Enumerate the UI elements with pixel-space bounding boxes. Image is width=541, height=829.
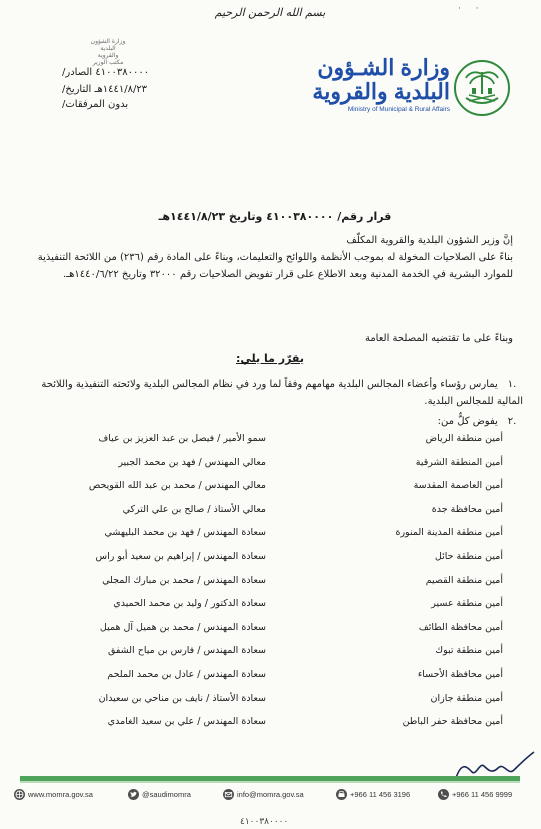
delegate-row [58, 551, 503, 569]
delegate-office: أمين منطقة الرياض [425, 433, 503, 444]
stamp-line: وزارة الشؤون البلدية [90, 38, 126, 52]
ministry-logo-icon [452, 58, 512, 118]
footer-band-light [20, 781, 520, 783]
ministry-name-ar [300, 56, 450, 104]
phone-text: +966 11 456 9999 [452, 790, 513, 799]
attachments [62, 98, 202, 111]
delegate-person: معالي المهندس / محمد بن عبد الله القويحص [88, 480, 266, 492]
delegate-row [58, 645, 503, 663]
delegate-row [58, 622, 503, 640]
delegate-row [58, 527, 503, 545]
fax-text: +966 11 456 3196 [350, 790, 411, 799]
issued-number [62, 66, 202, 79]
delegate-person: سعادة الدكتور / وليد بن محمد الحميدي [113, 598, 266, 610]
footer-fax[interactable] [336, 789, 410, 800]
delegate-office: أمين محافظة الأحساء [417, 669, 503, 680]
resolves-heading: يقرّر ما يلي: [236, 352, 304, 365]
delegate-row [58, 669, 503, 687]
delegate-row [58, 504, 503, 522]
delegate-row [58, 575, 503, 593]
date-value: ١٤٤١/٨/٢٣هـ [94, 84, 148, 95]
item-1 [18, 376, 523, 410]
delegate-person: معالي الأستاذ / صالح بن علي التركي [122, 503, 266, 515]
delegate-row [58, 433, 503, 451]
date-label: التاريخ/ [62, 84, 92, 95]
delegate-person: سعادة المهندس / عادل بن محمد الملحم [107, 669, 266, 680]
item-2-text: يفوض كلٌّ من: [437, 416, 498, 427]
delegate-row [58, 716, 503, 734]
delegate-person: سعادة المهندس / محمد بن هميل آل هميل [99, 621, 266, 633]
delegate-office: أمين المنطقة الشرقية [415, 456, 503, 468]
delegate-person: سعادة الأستاذ / نايف بن مناحي بن سعيدان [98, 692, 266, 704]
delegate-office: أمين منطقة المدينة المنورة [395, 527, 503, 539]
delegate-person: سعادة المهندس / علي بن سعيد الغامدي [107, 716, 266, 728]
delegate-office: أمين محافظة الطائف [418, 621, 503, 633]
issued-value: ٤١٠٠٣٨٠٠٠٠ [95, 67, 150, 78]
attachments-label: المرفقات/ [62, 99, 105, 110]
website-text: www.momra.gov.sa [28, 790, 93, 799]
item-2-number: .٢ [507, 416, 517, 427]
ministry-name-en: Ministry of Municipal & Rural Affairs [347, 106, 450, 113]
twitter-icon [128, 789, 139, 800]
item-1-text: يمارس رؤساء وأعضاء المجالس البلدية مهامهم وفقاً لما ورد في نظام المجالس البلدية ولائحته التنفيذية واللائحة المالية للمجالس البلدية. [41, 379, 523, 407]
issue-date [62, 83, 202, 96]
attachments-value: بدون [107, 99, 129, 110]
delegate-person: سعادة المهندس / فارس بن مياح الشفق [107, 645, 266, 657]
fax-icon [336, 789, 347, 800]
stamp-line: والقروية [97, 52, 119, 59]
footer-email[interactable] [223, 789, 304, 800]
delegate-person: سعادة المهندس / إبراهيم بن سعيد أبو راس [95, 551, 266, 562]
delegate-office: أمين محافظة جدة [431, 503, 503, 515]
delegate-row [58, 598, 503, 616]
delegate-row [58, 457, 503, 475]
delegate-office: أمين العاصمة المقدسة [413, 480, 503, 492]
item-2 [18, 413, 523, 430]
corner-dots: · · [458, 4, 485, 14]
footer-contacts [0, 787, 541, 807]
footer-website[interactable] [14, 789, 93, 800]
ministry-name-line1: وزارة الشـؤون [317, 55, 450, 80]
delegate-office: أمين منطقة جازان [430, 692, 503, 704]
office-stamp [84, 38, 132, 66]
issued-label: الصادر/ [62, 67, 93, 78]
basmala: بسم الله الرحمن الرحيم [214, 6, 326, 19]
mail-icon [223, 789, 234, 800]
globe-icon [14, 789, 25, 800]
preamble: بناءً على الصلاحيات المخولة له بموجب الأنظمة واللوائح والتعليمات، وبناءً على المادة رقم (٢٣٦) من اللائحة التنفيذية للموارد البشرية في الخدمة المدنية وبعد الاطلاع على قرار تفويض الصلاحيات رقم ٣٢٠٠٠ وتاريخ ١٤٤٠/٦/٢٢هـ. [37, 252, 513, 280]
delegate-office: أمين منطقة القصيم [425, 574, 503, 586]
stamp-line: مكتب الوزير [92, 59, 124, 66]
bottom-cut-text: ٤١٠٠٣٨٠٠٠٠ [240, 817, 289, 827]
delegate-office: أمين منطقة حائل [434, 551, 503, 562]
email-text: info@momra.gov.sa [237, 790, 304, 799]
public-interest-line: وبناءً على ما تقتضيه المصلحة العامة [364, 333, 513, 344]
item-1-number: .١ [507, 379, 517, 390]
footer-phone[interactable] [438, 789, 512, 800]
decision-title: قرار رقم/ ٤١٠٠٣٨٠٠٠٠ وتاريخ ١٤٤١/٨/٢٣هـ [158, 210, 392, 223]
intro-line: إنَّ وزير الشؤون البلدية والقروية المكلّف [346, 235, 513, 246]
delegate-person: سعادة المهندس / محمد بن مبارك المجلي [102, 574, 266, 586]
delegate-person: معالي المهندس / فهد بن محمد الجبير [118, 456, 266, 468]
phone-icon [438, 789, 449, 800]
ministry-name-line2: البلدية والقروية [312, 79, 450, 104]
delegate-row [58, 480, 503, 498]
footer-twitter[interactable] [128, 789, 191, 800]
delegate-row [58, 693, 503, 711]
delegate-office: أمين محافظة حفر الباطن [402, 716, 503, 728]
delegate-office: أمين منطقة عسير [431, 598, 503, 610]
twitter-text: @saudimomra [142, 790, 191, 799]
delegate-office: أمين منطقة تبوك [435, 645, 503, 657]
delegate-person: سمو الأمير / فيصل بن عبد العزيز بن عياف [98, 433, 266, 444]
delegate-person: سعادة المهندس / فهد بن محمد البليهشي [104, 527, 266, 539]
